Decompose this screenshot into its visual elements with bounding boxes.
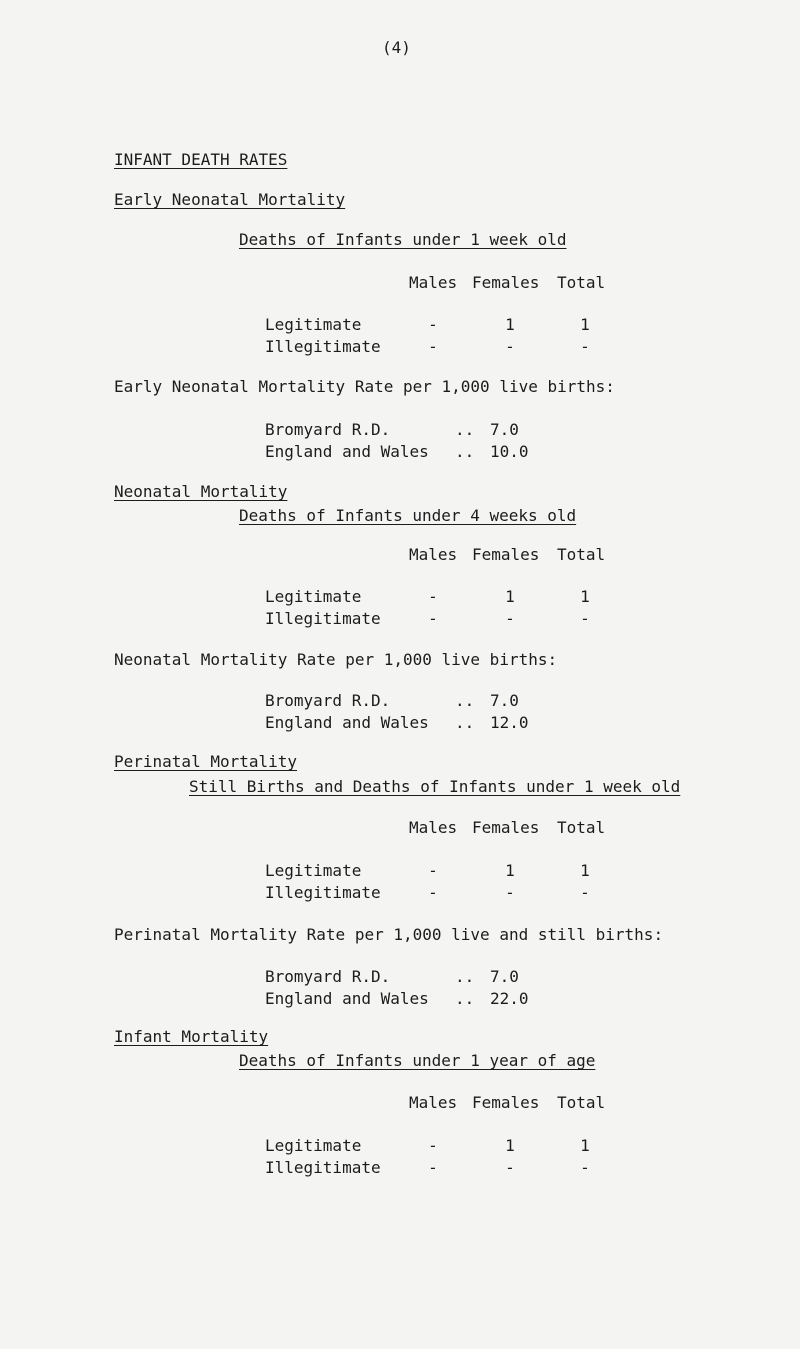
subheading-neonatal: Deaths of Infants under 4 weeks old	[239, 506, 577, 525]
rate-area: England and Wales	[265, 442, 429, 461]
col-females: Females	[472, 1093, 540, 1112]
cell-females: -	[505, 883, 515, 902]
col-total: Total	[557, 818, 606, 837]
col-males: Males	[409, 273, 458, 292]
col-females: Females	[472, 818, 540, 837]
cell-total: -	[580, 883, 590, 902]
subheading-early-neonatal: Deaths of Infants under 1 week old	[239, 230, 567, 249]
subheading-perinatal: Still Births and Deaths of Infants under 1 week old	[189, 777, 681, 796]
rate-value: 7.0	[490, 420, 519, 439]
cell-females: -	[505, 337, 515, 356]
section-heading-early-neonatal: Early Neonatal Mortality	[114, 190, 346, 209]
col-males: Males	[409, 545, 458, 564]
section-heading-neonatal: Neonatal Mortality	[114, 482, 288, 501]
subheading-infant: Deaths of Infants under 1 year of age	[239, 1051, 596, 1070]
rate-area: England and Wales	[265, 989, 429, 1008]
cell-males: -	[428, 315, 438, 334]
rate-dots: ..	[455, 691, 475, 710]
rate-dots: ..	[455, 442, 475, 461]
cell-males: -	[428, 587, 438, 606]
section-heading-infant: Infant Mortality	[114, 1027, 269, 1046]
col-males: Males	[409, 1093, 458, 1112]
cell-males: -	[428, 1158, 438, 1177]
col-total: Total	[557, 545, 606, 564]
row-label: Legitimate	[265, 861, 362, 880]
rate-area: Bromyard R.D.	[265, 967, 391, 986]
rate-heading: Perinatal Mortality Rate per 1,000 live and still births:	[114, 925, 664, 944]
cell-females: 1	[505, 587, 515, 606]
col-total: Total	[557, 1093, 606, 1112]
cell-females: 1	[505, 861, 515, 880]
rate-value: 10.0	[490, 442, 529, 461]
rate-heading: Early Neonatal Mortality Rate per 1,000 live births:	[114, 377, 615, 396]
cell-total: -	[580, 1158, 590, 1177]
cell-total: -	[580, 609, 590, 628]
row-label: Illegitimate	[265, 337, 381, 356]
row-label: Illegitimate	[265, 609, 381, 628]
cell-total: 1	[580, 1136, 590, 1155]
rate-value: 22.0	[490, 989, 529, 1008]
cell-females: 1	[505, 1136, 515, 1155]
section-heading-perinatal: Perinatal Mortality	[114, 752, 298, 771]
rate-dots: ..	[455, 713, 475, 732]
rate-value: 7.0	[490, 967, 519, 986]
cell-females: 1	[505, 315, 515, 334]
rate-value: 7.0	[490, 691, 519, 710]
page-number: (4)	[382, 38, 411, 57]
cell-males: -	[428, 883, 438, 902]
rate-area: Bromyard R.D.	[265, 691, 391, 710]
cell-females: -	[505, 1158, 515, 1177]
cell-females: -	[505, 609, 515, 628]
row-label: Illegitimate	[265, 1158, 381, 1177]
row-label: Legitimate	[265, 1136, 362, 1155]
rate-value: 12.0	[490, 713, 529, 732]
col-females: Females	[472, 273, 540, 292]
rate-dots: ..	[455, 967, 475, 986]
col-males: Males	[409, 818, 458, 837]
rate-dots: ..	[455, 989, 475, 1008]
cell-total: 1	[580, 587, 590, 606]
cell-total: -	[580, 337, 590, 356]
cell-males: -	[428, 609, 438, 628]
rate-dots: ..	[455, 420, 475, 439]
rate-area: Bromyard R.D.	[265, 420, 391, 439]
cell-males: -	[428, 1136, 438, 1155]
cell-males: -	[428, 861, 438, 880]
cell-total: 1	[580, 861, 590, 880]
cell-males: -	[428, 337, 438, 356]
page-title: INFANT DEATH RATES	[114, 150, 288, 169]
cell-total: 1	[580, 315, 590, 334]
row-label: Legitimate	[265, 315, 362, 334]
col-females: Females	[472, 545, 540, 564]
row-label: Illegitimate	[265, 883, 381, 902]
row-label: Legitimate	[265, 587, 362, 606]
rate-area: England and Wales	[265, 713, 429, 732]
col-total: Total	[557, 273, 606, 292]
rate-heading: Neonatal Mortality Rate per 1,000 live births:	[114, 650, 558, 669]
